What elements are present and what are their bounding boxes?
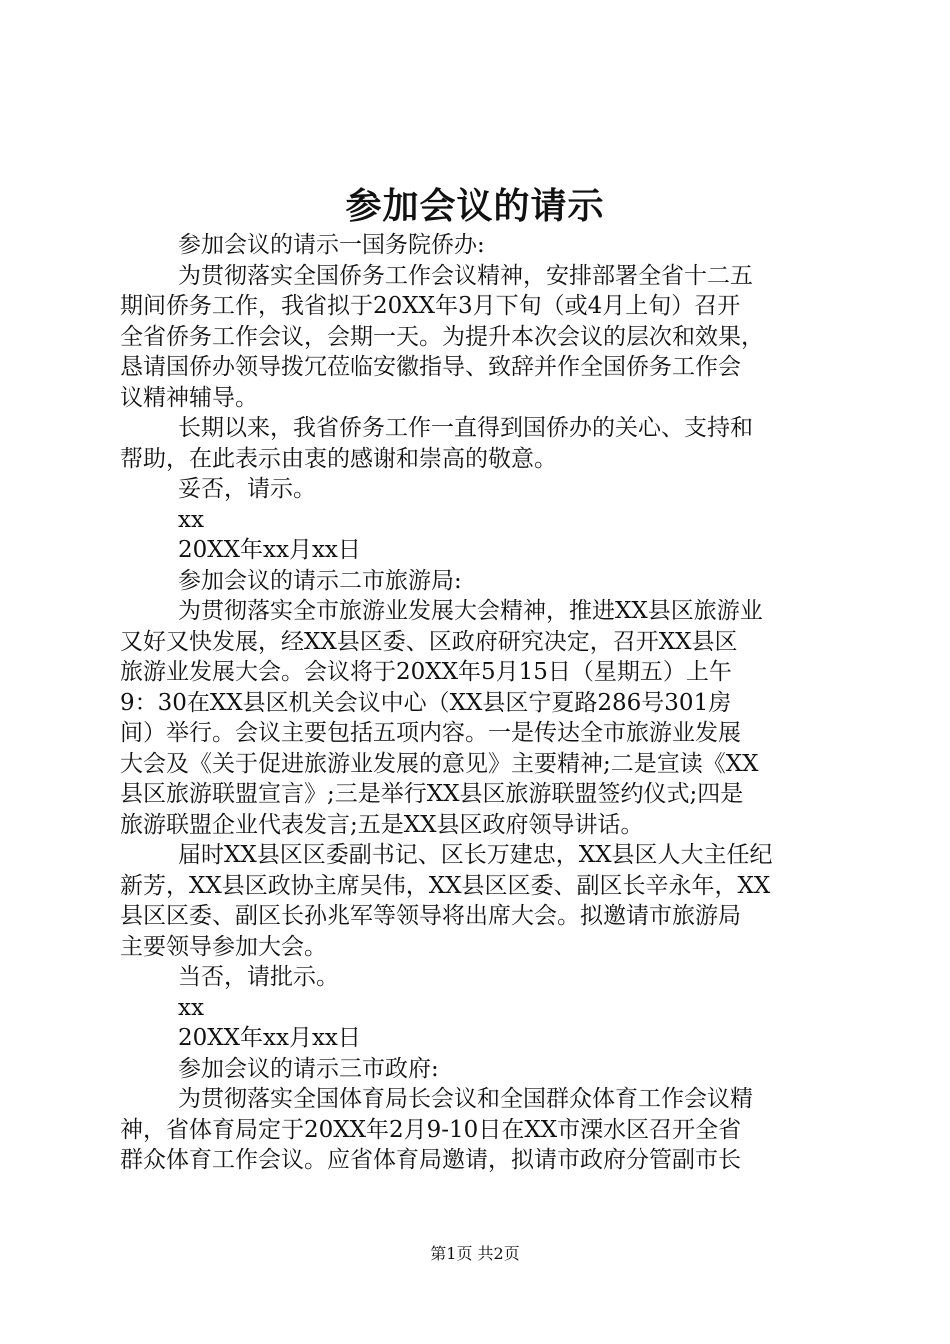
text-line: 参加会议的请示一国务院侨办: xyxy=(178,232,485,258)
text-line: 间）举行。会议主要包括五项内容。一是传达全市旅游业发展 xyxy=(120,720,741,746)
text-line: 妥否，请示。 xyxy=(178,476,316,502)
text-line: 又好又快发展，经XX县区委、区政府研究决定，召开XX县区 xyxy=(120,628,738,655)
text-line: 长期以来，我省侨务工作一直得到国侨办的关心、支持和 xyxy=(178,415,753,441)
text-line: 县区区委、副区长孙兆军等领导将出席大会。拟邀请市旅游局 xyxy=(120,903,741,929)
text-line: 旅游业发展大会。会议将于20XX年5月15日（星期五）上午 xyxy=(120,659,732,685)
document-title: 参加会议的请示 xyxy=(345,185,605,227)
text-line: 新芳，XX县区政协主席吴伟，XX县区区委、副区长辛永年，XX xyxy=(120,872,771,899)
text-line: 为贯彻落实全国体育局长会议和全国群众体育工作会议精 xyxy=(178,1086,753,1112)
text-line: 群众体育工作会议。应省体育局邀请，拟请市政府分管副市长 xyxy=(120,1147,741,1173)
text-line: 帮助，在此表示由衷的感谢和崇高的敬意。 xyxy=(120,445,557,472)
text-line: 恳请国侨办领导拨冗莅临安徽指导、致辞并作全国侨务工作会 xyxy=(120,354,741,380)
document-body xyxy=(120,230,835,1176)
text-line: 为贯彻落实全国侨务工作会议精神，安排部署全省十二五 xyxy=(178,262,753,289)
text-line: 届时XX县区区委副书记、区长万建忠，XX县区人大主任纪 xyxy=(178,842,773,868)
text-line: 9：30在XX县区机关会议中心（XX县区宁夏路286号301房 xyxy=(120,689,732,716)
text-line: 为贯彻落实全市旅游业发展大会精神，推进XX县区旅游业 xyxy=(178,598,763,624)
text-line: xx xyxy=(178,506,204,533)
text-line: 期间侨务工作，我省拟于20XX年3月下旬（或4月上旬）召开 xyxy=(120,293,741,319)
text-line: 主要领导参加大会。 xyxy=(120,933,327,960)
text-line: 20XX年xx月xx日 xyxy=(178,1025,361,1051)
text-line: 20XX年xx月xx日 xyxy=(178,537,361,563)
text-line: 参加会议的请示二市旅游局: xyxy=(178,567,462,594)
text-line: 大会及《关于促进旅游业发展的意见》主要精神;二是宣读《XX xyxy=(120,750,759,777)
page-number: 第1页 共2页 xyxy=(430,1244,520,1263)
text-line: 全省侨务工作会议，会期一天。为提升本次会议的层次和效果， xyxy=(120,323,764,350)
text-line: 神，省体育局定于20XX年2月9-10日在XX市溧水区召开全省 xyxy=(120,1116,742,1143)
text-line: 议精神辅导。 xyxy=(120,384,258,411)
text-line: xx xyxy=(178,994,204,1021)
text-line: 县区旅游联盟宣言》;三是举行XX县区旅游联盟签约仪式;四是 xyxy=(120,781,744,807)
text-line: 当否，请批示。 xyxy=(178,964,339,990)
text-line: 旅游联盟企业代表发言;五是XX县区政府领导讲话。 xyxy=(120,811,644,838)
text-line: 参加会议的请示三市政府: xyxy=(178,1055,439,1082)
